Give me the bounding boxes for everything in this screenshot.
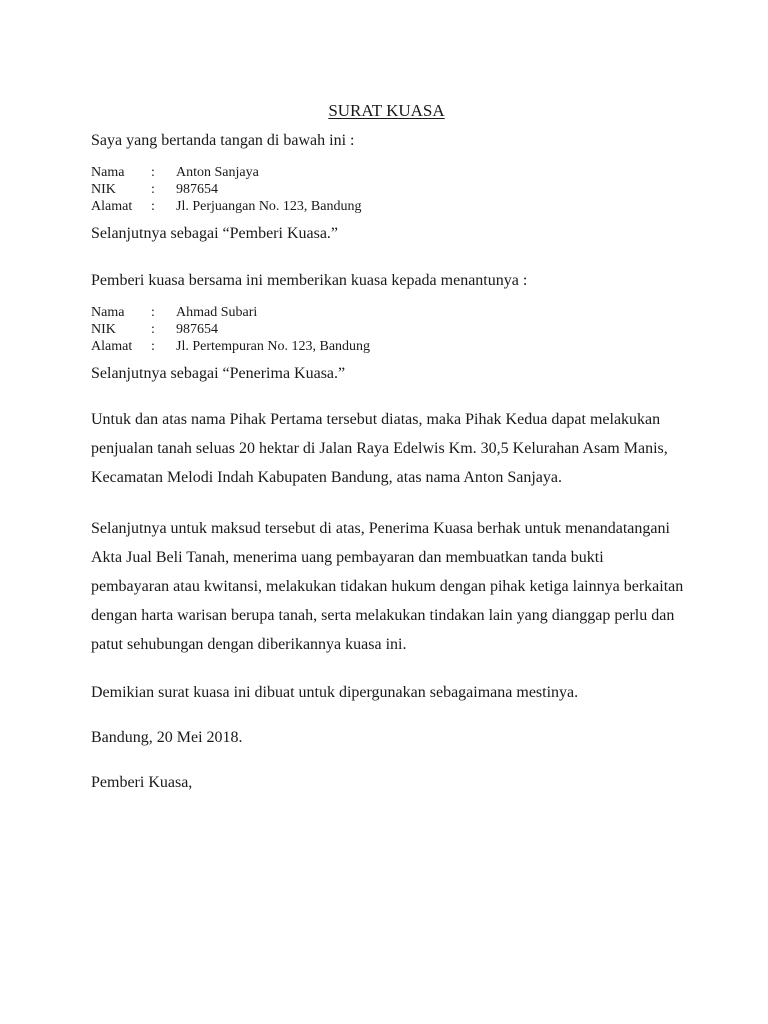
grantor-address-row: [91, 198, 688, 215]
grantor-nik-row: [91, 181, 688, 198]
place-date: Bandung, 20 Mei 2018.: [91, 729, 243, 746]
intro-statement: Saya yang bertanda tangan di bawah ini :: [91, 132, 355, 149]
purpose-paragraph: Untuk dan atas nama Pihak Pertama tersebut diatas, maka Pihak Kedua dapat melakukan penjualan tanah seluas 20 hektar di Jalan Raya Edelwis Km. 30,5 Kelurahan Asam Manis, Kecamatan Melodi Indah Kabupaten Bandung, atas nama Anton Sanjaya.: [91, 411, 668, 486]
grantee-name: Ahmad Subari: [176, 305, 258, 320]
grantee-identity: [91, 304, 688, 355]
nik-label: NIK: [91, 322, 116, 337]
grantee-address-row: [91, 338, 688, 355]
closing-statement: Demikian surat kuasa ini dibuat untuk dipergunakan sebagaimana mestinya.: [91, 684, 579, 701]
address-label: Alamat: [91, 199, 133, 214]
separator: :: [151, 165, 155, 180]
separator: :: [151, 199, 155, 214]
grantor-role-statement: Selanjutnya sebagai “Pemberi Kuasa.”: [91, 225, 339, 242]
separator: :: [151, 339, 155, 354]
signatory-label: Pemberi Kuasa,: [91, 774, 193, 791]
name-label: Nama: [91, 165, 125, 180]
grantor-name-row: [91, 164, 688, 181]
grantee-name-row: [91, 304, 688, 321]
separator: :: [151, 305, 155, 320]
grantor-nik: 987654: [176, 182, 218, 197]
grantee-nik: 987654: [176, 322, 218, 337]
separator: :: [151, 182, 155, 197]
address-label: Alamat: [91, 339, 133, 354]
name-label: Nama: [91, 305, 125, 320]
letter-title: SURAT KUASA: [328, 101, 445, 120]
grantee-nik-row: [91, 321, 688, 338]
grantor-identity: [91, 164, 688, 215]
grantor-name: Anton Sanjaya: [176, 165, 259, 180]
grantor-address: Jl. Perjuangan No. 123, Bandung: [176, 199, 362, 214]
grantee-role-statement: Selanjutnya sebagai “Penerima Kuasa.”: [91, 365, 346, 382]
grantee-address: Jl. Pertempuran No. 123, Bandung: [176, 339, 371, 354]
nik-label: NIK: [91, 182, 116, 197]
grant-statement: Pemberi kuasa bersama ini memberikan kuasa kepada menantunya :: [91, 272, 528, 289]
authority-paragraph: Selanjutnya untuk maksud tersebut di atas, Penerima Kuasa berhak untuk menandatangani Akta Jual Beli Tanah, menerima uang pembayaran dan membuatkan tanda bukti pembayaran atau kwitansi, melakukan tidakan hukum dengan pihak ketiga lainnya berkaitan dengan harta warisan berupa tanah, serta melakukan tindakan lain yang dianggap perlu dan patut sehubungan dengan diberikannya kuasa ini.: [91, 520, 684, 653]
separator: :: [151, 322, 155, 337]
